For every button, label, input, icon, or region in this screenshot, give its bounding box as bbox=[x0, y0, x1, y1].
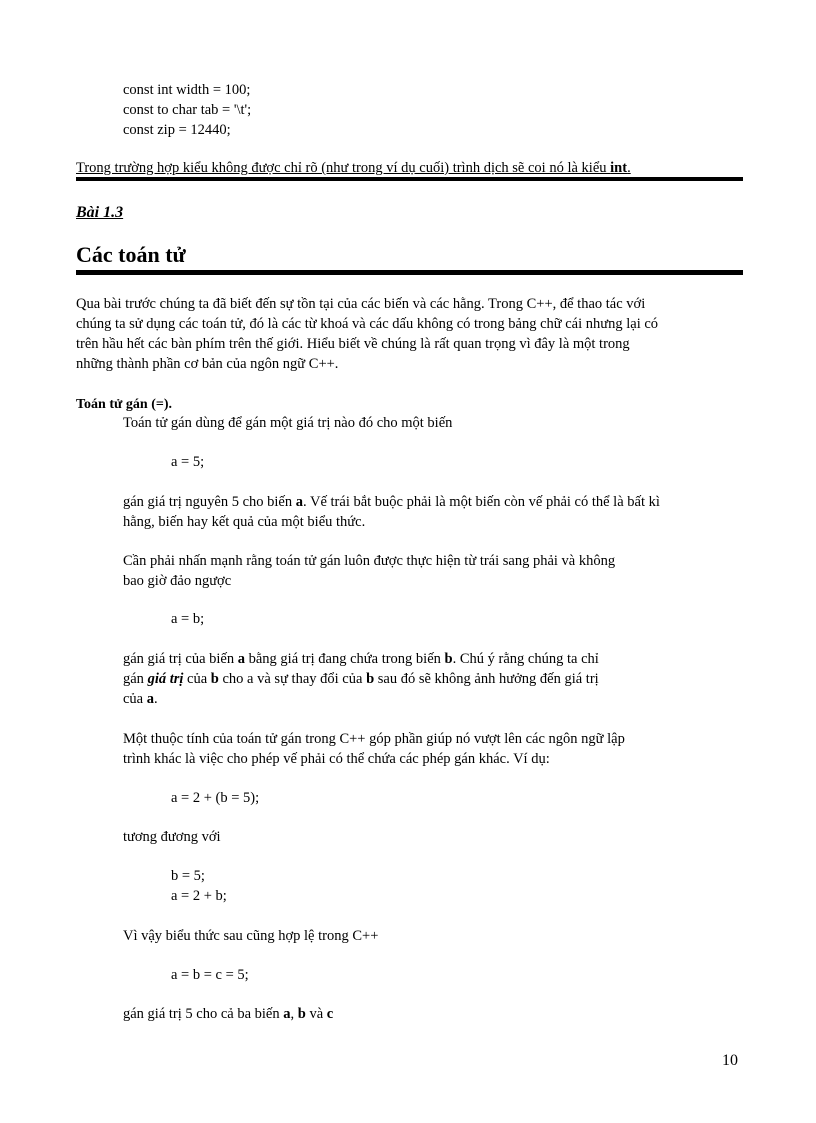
section-title: Toán tử gán (=). bbox=[76, 397, 172, 412]
code-line: const zip = 12440; bbox=[123, 122, 231, 138]
heading-rule bbox=[76, 270, 743, 275]
paragraph-line: gán giá trị nguyên 5 cho biến a. Vế trái bắt buộc phải là một biến còn vế phải có thể là bất kì bbox=[123, 494, 660, 510]
code-line: a = b = c = 5; bbox=[171, 967, 249, 983]
code-line: a = 2 + b; bbox=[171, 888, 227, 904]
divider bbox=[76, 177, 743, 181]
paragraph-line: trình khác là việc cho phép vế phải có thể chứa các phép gán khác. Ví dụ: bbox=[123, 751, 550, 767]
page-number: 10 bbox=[722, 1052, 738, 1069]
paragraph-line: gán giá trị 5 cho cả ba biến a, b và c bbox=[123, 1006, 334, 1022]
paragraph-line: Một thuộc tính của toán tử gán trong C++ góp phần giúp nó vượt lên các ngôn ngữ lập bbox=[123, 731, 625, 747]
code-line: a = 2 + (b = 5); bbox=[171, 790, 260, 806]
paragraph-line: Vì vậy biểu thức sau cũng hợp lệ trong C++ bbox=[123, 928, 379, 944]
paragraph-line: Cần phải nhấn mạnh rằng toán tử gán luôn được thực hiện từ trái sang phải và không bbox=[123, 553, 616, 569]
note-line: Trong trường hợp kiểu không được chỉ rõ (như trong ví dụ cuối) trình dịch sẽ coi nó là kiểu int. bbox=[76, 160, 631, 176]
code-line: a = 5; bbox=[171, 454, 205, 470]
paragraph-line: Toán tử gán dùng để gán một giá trị nào đó cho một biến bbox=[123, 415, 453, 431]
paragraph-line: bao giờ đảo ngược bbox=[123, 573, 232, 589]
paragraph-line: trên hầu hết các bàn phím trên thế giới. Hiểu biết về chúng là rất quan trọng vì đây là một trong bbox=[76, 336, 630, 352]
paragraph-line: của a. bbox=[123, 691, 158, 707]
paragraph-line: tương đương với bbox=[123, 829, 221, 845]
paragraph-line: gán giá trị của biến a bằng giá trị đang chứa trong biến b. Chú ý rằng chúng ta chỉ bbox=[123, 651, 599, 667]
paragraph-line: những thành phần cơ bản của ngôn ngữ C++. bbox=[76, 356, 339, 372]
page-title: Các toán tử bbox=[76, 242, 186, 267]
paragraph-line: Qua bài trước chúng ta đã biết đến sự tồn tại của các biến và các hằng. Trong C++, để thao tác với bbox=[76, 296, 646, 312]
paragraph-line: gán giá trị của b cho a và sự thay đổi của b sau đó sẽ không ảnh hưởng đến giá trị bbox=[123, 671, 599, 687]
code-line: a = b; bbox=[171, 611, 205, 627]
lesson-label: Bài 1.3 bbox=[76, 204, 124, 221]
paragraph-line: chúng ta sử dụng các toán tử, đó là các từ khoá và các dấu không có trong bảng chữ cái nhưng lại có bbox=[76, 316, 659, 332]
paragraph-line: hằng, biến hay kết quả của một biểu thức. bbox=[123, 514, 366, 530]
code-line: const int width = 100; bbox=[123, 82, 251, 98]
code-line: const to char tab = '\t'; bbox=[123, 102, 252, 118]
code-line: b = 5; bbox=[171, 868, 205, 884]
